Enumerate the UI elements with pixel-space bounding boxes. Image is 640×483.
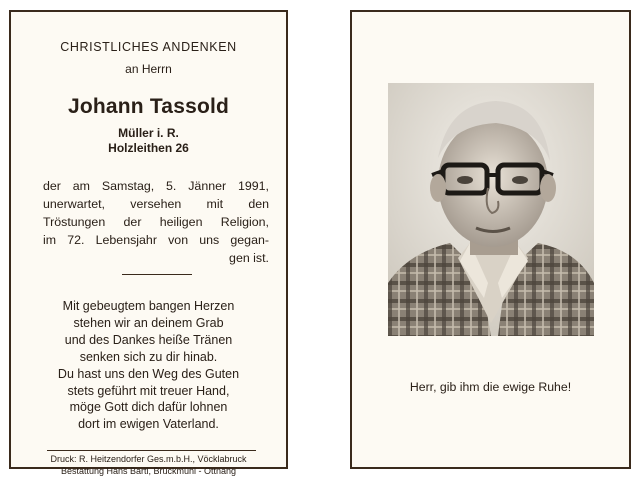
portrait-photo: [388, 83, 594, 336]
poem-line: dort im ewigen Vaterland.: [78, 417, 219, 432]
bio-line: im 72. Lebensjahr von uns gegan-: [43, 233, 269, 247]
card-heading: CHRISTLICHES ANDENKEN: [60, 40, 237, 54]
bio-line: unerwartet, versehen mit den: [43, 197, 269, 211]
printer-credits: [19, 454, 278, 477]
bio-line: gen ist.: [229, 251, 269, 265]
memorial-poem: [19, 298, 278, 433]
bio-paragraph: [43, 177, 269, 267]
section-divider: [122, 274, 192, 275]
card-text-content: [19, 20, 278, 476]
poem-line: Mit gebeugtem bangen Herzen: [62, 299, 235, 313]
portrait-illustration: [388, 83, 594, 336]
bio-line: Tröstungen der heiligen Religion,: [43, 215, 269, 229]
bio-line: der am Samstag, 5. Jänner 1991,: [43, 179, 269, 193]
printer-line: Druck: R. Heitzendorfer Ges.m.b.H., Vöcklabruck: [50, 454, 247, 464]
poem-line: möge Gott dich dafür lohnen: [69, 400, 228, 415]
poem-line: stets geführt mit treuer Hand,: [67, 383, 230, 398]
occupation-line: Müller i. R.: [118, 126, 179, 140]
deceased-name: Johann Tassold: [67, 95, 230, 118]
funeral-home-line: Bestattung Hans Bartl, Bruckmühl - Ottnang: [60, 465, 237, 476]
card-subheading: an Herrn: [125, 62, 172, 76]
blessing-caption: Herr, gib ihm die ewige Ruhe!: [409, 380, 572, 395]
poem-line: senken sich zu dir hinab.: [79, 349, 218, 364]
poem-line: und des Dankes heiße Tränen: [64, 332, 233, 347]
poem-line: stehen wir an deinem Grab: [73, 315, 224, 330]
poem-line: Du hast uns den Weg des Guten: [57, 366, 240, 381]
footer-divider: [47, 450, 256, 451]
memorial-card-text: [9, 10, 288, 476]
address-line: Holzleithen 26: [108, 141, 189, 155]
memorial-card-photo: [350, 10, 631, 469]
